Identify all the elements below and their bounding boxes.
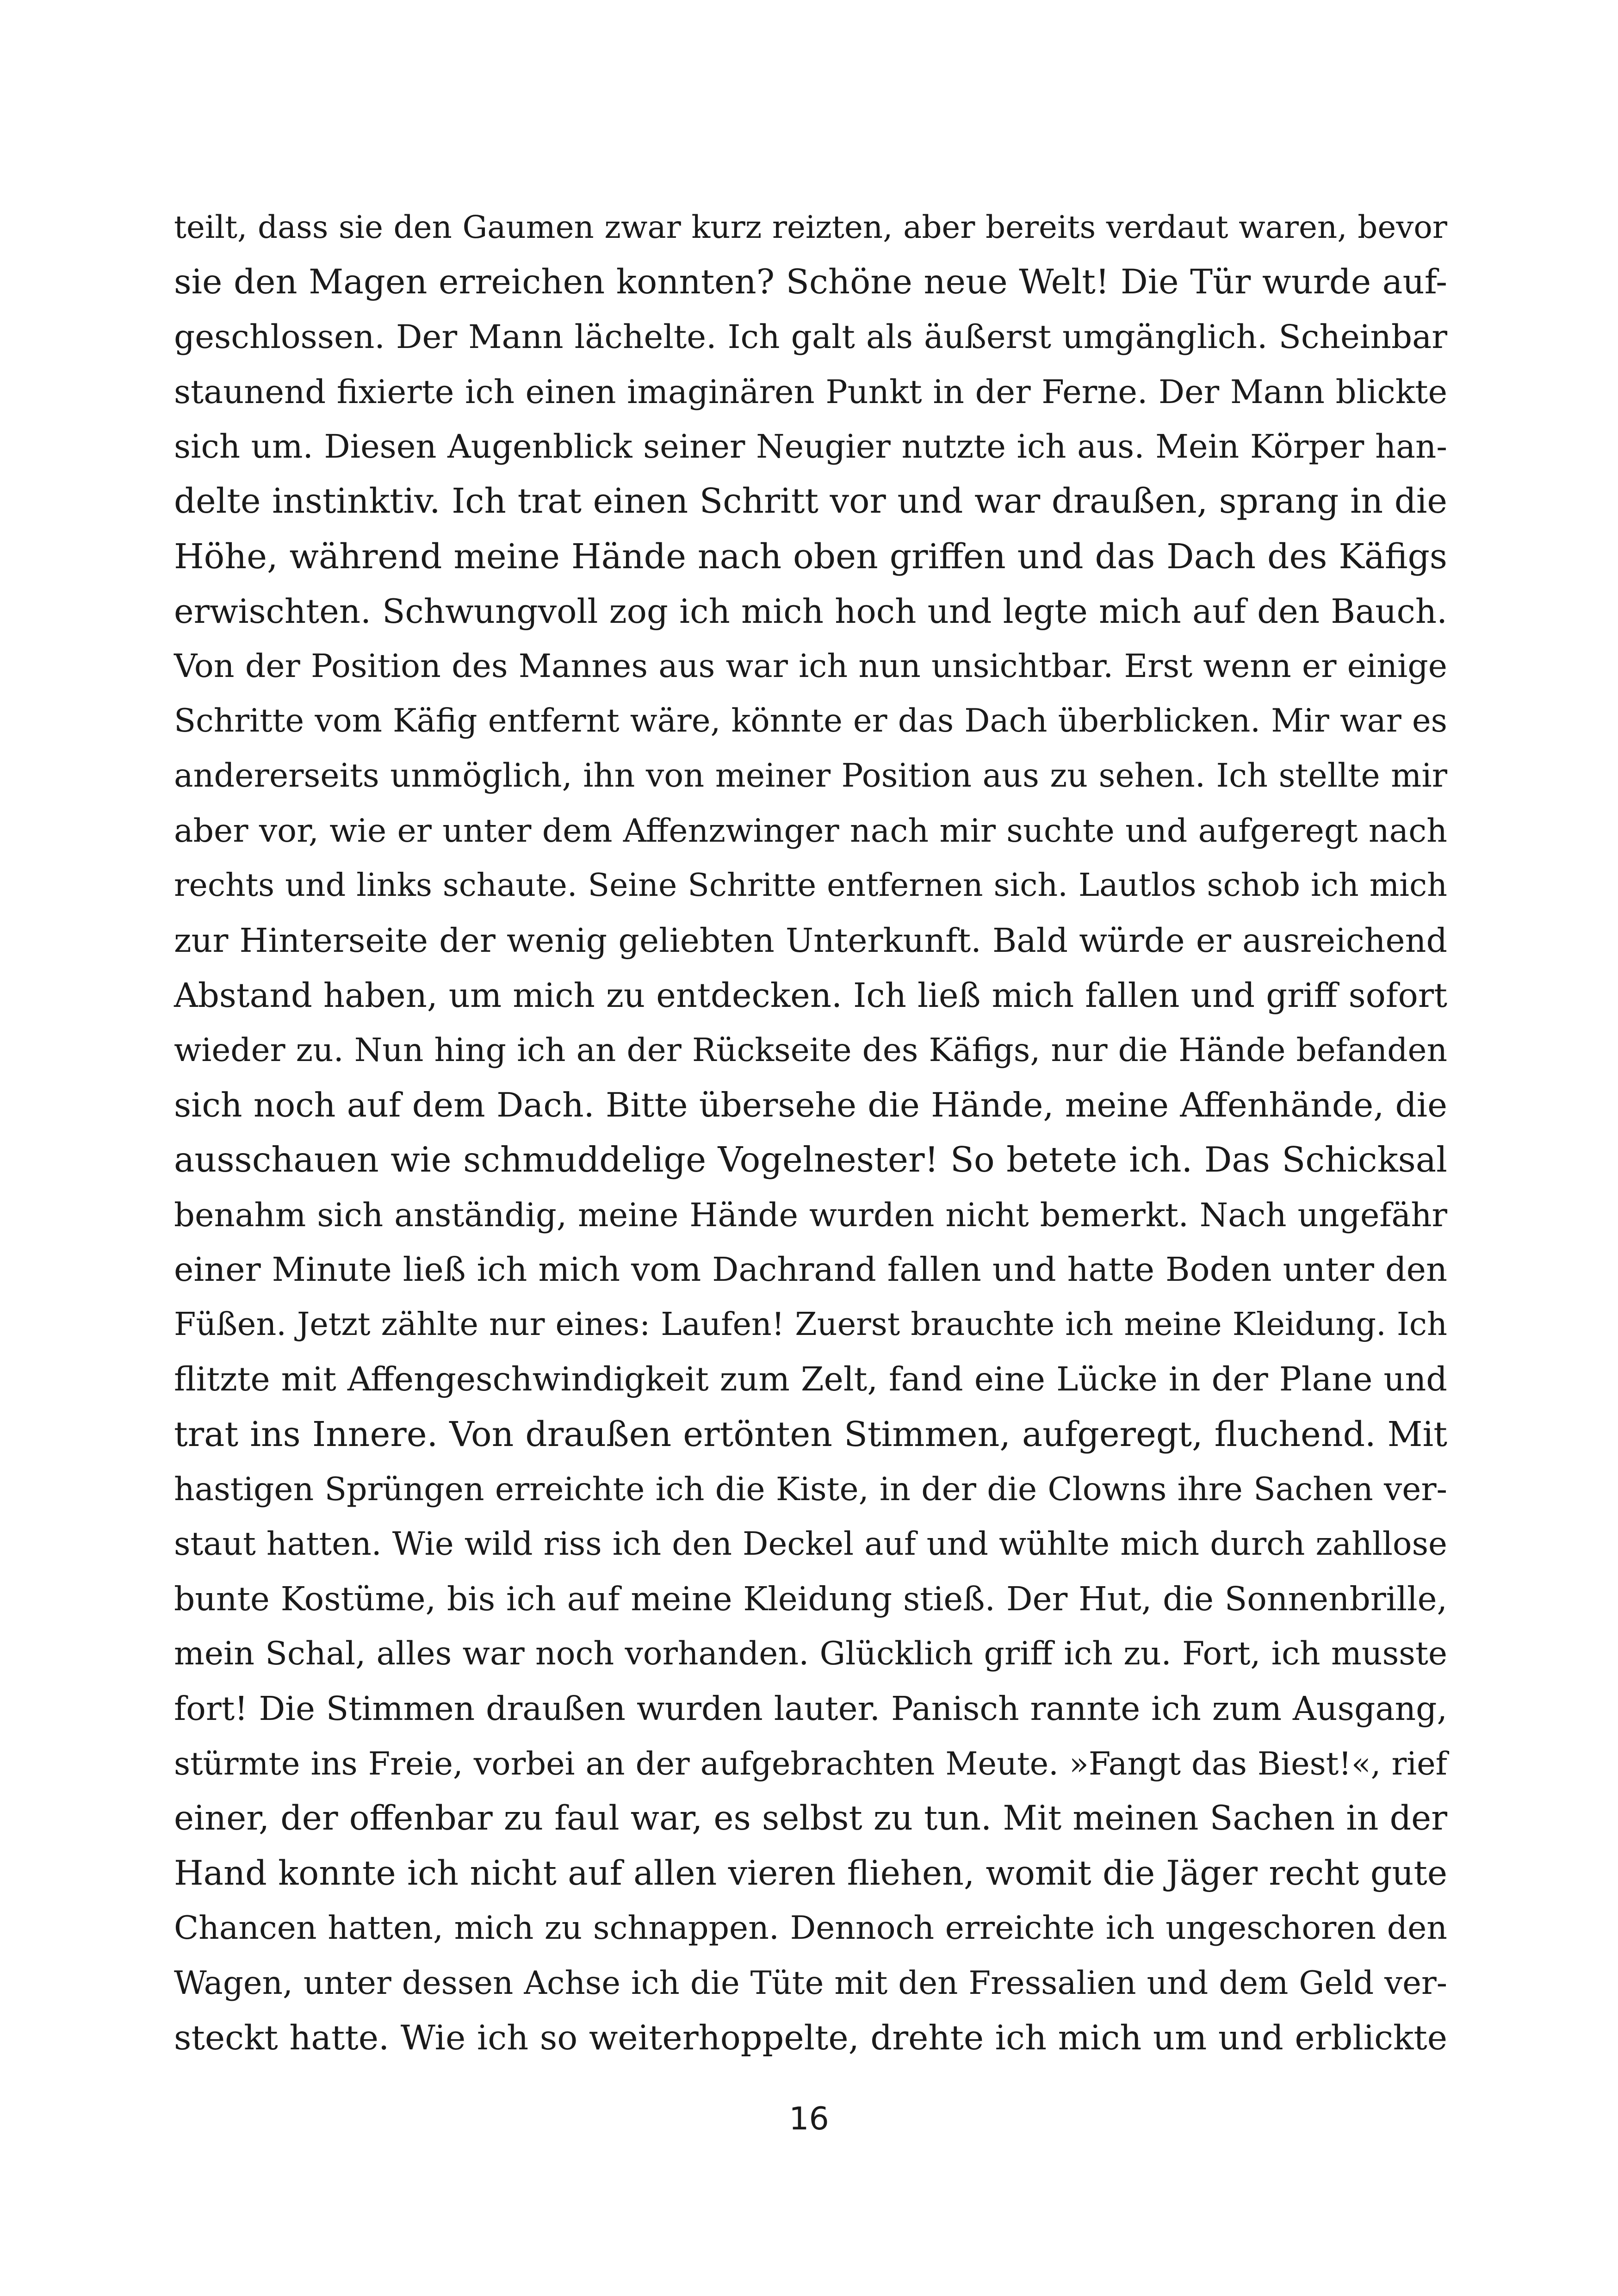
text-line: steckt hatte. Wie ich so weiterhoppelte, drehte ich mich um und erblickte (174, 2018, 1447, 2058)
text-line: benahm sich anständig, meine Hände wurden nicht bemerkt. Nach ungefähr (174, 1196, 1447, 1234)
text-line: einer Minute ließ ich mich vom Dachrand fallen und hatte Boden unter den (174, 1250, 1447, 1289)
text-line: bunte Kostüme, bis ich auf meine Kleidung stieß. Der Hut, die Sonnenbrille, (174, 1579, 1447, 1618)
text-line: Schritte vom Käfig entfernt wäre, könnte er das Dach überblicken. Mir war es (174, 702, 1447, 740)
text-line: stürmte ins Freie, vorbei an der aufgebrachten Meute. »Fangt das Biest!«, rief (174, 1745, 1447, 1782)
text-line: erwischten. Schwungvoll zog ich mich hoch und legte mich auf den Bauch. (174, 592, 1447, 631)
text-line: trat ins Innere. Von draußen ertönten Stimmen, aufgeregt, fluchend. Mit (174, 1415, 1447, 1455)
text-line: Höhe, während meine Hände nach oben griffen und das Dach des Käfigs (174, 536, 1447, 577)
text-line: delte instinktiv. Ich trat einen Schritt vor und war draußen, sprang in die (174, 481, 1447, 521)
text-line: ausschauen wie schmuddelige Vogelnester! So betete ich. Das Schicksal (174, 1140, 1447, 1180)
text-line: Wagen, unter dessen Achse ich die Tüte mit den Fressalien und dem Geld ver- (174, 1965, 1447, 2002)
text-line: Füßen. Jetzt zählte nur eines: Laufen! Zuerst brauchte ich meine Kleidung. Ich (174, 1306, 1447, 1343)
text-line: Von der Position des Mannes aus war ich nun unsichtbar. Erst wenn er einige (174, 647, 1447, 685)
text-line: staut hatten. Wie wild riss ich den Deckel auf und wühlte mich durch zahllose (174, 1526, 1447, 1563)
text-line: sich um. Diesen Augenblick seiner Neugier nutzte ich aus. Mein Körper han- (174, 428, 1447, 466)
text-line: fort! Die Stimmen draußen wurden lauter. Panisch rannte ich zum Ausgang, (174, 1689, 1447, 1728)
text-line: sich noch auf dem Dach. Bitte übersehe die Hände, meine Affenhände, die (174, 1086, 1447, 1125)
text-line: einer, der offenbar zu faul war, es selbst zu tun. Mit meinen Sachen in der (174, 1799, 1447, 1838)
text-line: Chancen hatten, mich zu schnappen. Dennoch erreichte ich ungeschoren den (174, 1910, 1447, 1947)
page-number: 16 (789, 2101, 829, 2137)
text-line: zur Hinterseite der wenig geliebten Unterkunft. Bald würde er ausreichend (174, 921, 1447, 960)
body-text (174, 200, 1447, 2066)
text-line: sie den Magen erreichen konnten? Schöne neue Welt! Die Tür wurde auf- (174, 262, 1447, 302)
text-line: rechts und links schaute. Seine Schritte entfernen sich. Lautlos schob ich mich (174, 867, 1447, 904)
text-line: flitzte mit Affengeschwindigkeit zum Zelt, fand eine Lücke in der Plane und (174, 1360, 1447, 1399)
text-line: mein Schal, alles war noch vorhanden. Glücklich griff ich zu. Fort, ich musste (174, 1635, 1447, 1673)
text-line: hastigen Sprüngen erreichte ich die Kiste, in der die Clowns ihre Sachen ver- (174, 1471, 1447, 1508)
text-line: Abstand haben, um mich zu entdecken. Ich ließ mich fallen und griff sofort (174, 976, 1447, 1015)
text-line: andererseits unmöglich, ihn von meiner Position aus zu sehen. Ich stellte mir (174, 757, 1447, 794)
text-line: Hand konnte ich nicht auf allen vieren fliehen, womit die Jäger recht gute (174, 1853, 1447, 1893)
text-line: aber vor, wie er unter dem Affenzwinger nach mir suchte und aufgeregt nach (174, 812, 1447, 850)
text-line: wieder zu. Nun hing ich an der Rückseite des Käfigs, nur die Hände befanden (174, 1031, 1447, 1069)
text-line: geschlossen. Der Mann lächelte. Ich galt als äußerst umgänglich. Scheinbar (174, 317, 1447, 356)
text-line: teilt, dass sie den Gaumen zwar kurz reizten, aber bereits verdaut waren, bevor (174, 209, 1447, 245)
text-line: staunend fixierte ich einen imaginären Punkt in der Ferne. Der Mann blickte (174, 372, 1447, 411)
